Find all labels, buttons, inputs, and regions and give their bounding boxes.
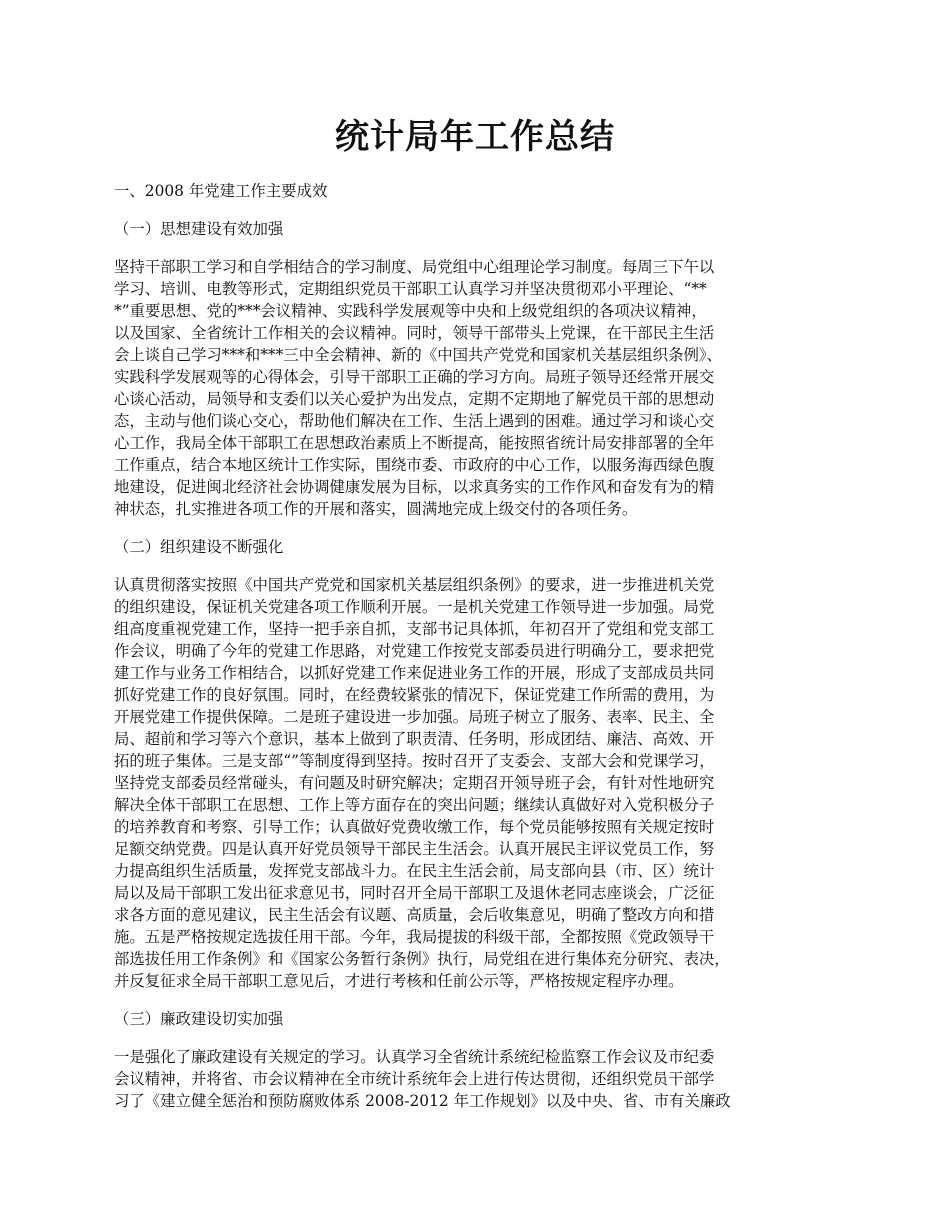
text-line: 实践科学发展观等的心得体会，引导干部职工正确的学习方向。局班子领导还经常开展交	[114, 368, 715, 386]
text-line: 工作重点，结合本地区统计工作实际，围绕市委、市政府的中心工作，以服务海西绿色腹	[114, 456, 715, 474]
text-line: 心工作，我局全体干部职工在思想政治素质上不断提高，能按照省统计局安排部署的全年	[114, 434, 715, 452]
text-line: 并反复征求全局干部职工意见后，才进行考核和任前公示等，严格按规定程序办理。	[114, 972, 684, 990]
text-line: 会上谈自己学习***和***三中全会精神、新的《中国共产党党和国家机关基层组织条例》、	[114, 346, 722, 364]
subsection-heading-organization: （二）组织建设不断强化	[114, 538, 284, 556]
text-line: 会议精神，并将省、市会议精神在全市统计系统年会上进行传达贯彻，还组织党员干部学	[114, 1070, 715, 1088]
text-line: 局、超前和学习等六个意识，基本上做到了职责清、任务明，形成团结、廉洁、高效、开	[114, 730, 715, 748]
paragraph-organization	[114, 574, 842, 992]
text-line: 作会议，明确了今年的党建工作思路，对党建工作按党支部委员进行明确分工，要求把党	[114, 642, 715, 660]
text-line: 足额交纳党费。四是认真开好党员领导干部民主生活会。认真开展民主评议党员工作，努	[114, 840, 715, 858]
document-title: 统计局年工作总结	[335, 117, 615, 157]
text-line: 局以及局干部职工发出征求意见书，同时召开全局干部职工及退休老同志座谈会，广泛征	[114, 884, 715, 902]
text-line: 的组织建设，保证机关党建各项工作顺利开展。一是机关党建工作领导进一步加强。局党	[114, 598, 715, 616]
paragraph-integrity	[114, 1046, 842, 1112]
text-line: 开展党建工作提供保障。二是班子建设进一步加强。局班子树立了服务、表率、民主、全	[114, 708, 715, 726]
subsection-heading-ideology: （一）思想建设有效加强	[114, 220, 284, 238]
text-line: 神状态，扎实推进各项工作的开展和落实，圆满地完成上级交付的各项任务。	[114, 500, 638, 518]
text-line: 建工作与业务工作相结合，以抓好党建工作来促进业务工作的开展，形成了支部成员共同	[114, 664, 715, 682]
text-line: 求各方面的意见建议，民主生活会有议题、高质量，会后收集意见，明确了整改方向和措	[114, 906, 715, 924]
text-line: 坚持党支部委员经常碰头，有问题及时研究解决；定期召开领导班子会，有针对性地研究	[114, 774, 715, 792]
subsection-heading-integrity: （三）廉政建设切实加强	[114, 1010, 284, 1028]
text-line: 组高度重视党建工作，坚持一把手亲自抓，支部书记具体抓，年初召开了党组和党支部工	[114, 620, 715, 638]
text-line: 心谈心活动，局领导和支委们以关心爱护为出发点，定期不定期地了解党员干部的思想动	[114, 390, 715, 408]
text-line: 以及国家、全省统计工作相关的会议精神。同时，领导干部带头上党课，在干部民主生活	[114, 324, 715, 342]
text-line: *”重要思想、党的***会议精神、实践科学发展观等中央和上级党组织的各项决议精神，	[114, 302, 707, 320]
text-line: 抓好党建工作的良好氛围。同时，在经费较紧张的情况下，保证党建工作所需的费用，为	[114, 686, 715, 704]
text-line: 习了《建立健全惩治和预防腐败体系 2008-2012 年工作规划》以及中央、省、市有关廉政	[114, 1092, 731, 1110]
paragraph-ideology	[114, 256, 842, 520]
text-line: 态，主动与他们谈心交心，帮助他们解决在工作、生活上遇到的困难。通过学习和谈心交	[114, 412, 715, 430]
text-line: 解决全体干部职工在思想、工作上等方面存在的突出问题；继续认真做好对入党积极分子	[114, 796, 715, 814]
section-heading-main: 一、2008 年党建工作主要成效	[114, 182, 328, 200]
text-line: 学习、培训、电教等形式，定期组织党员干部职工认真学习并坚决贯彻邓小平理论、“**	[114, 280, 707, 298]
text-line: 的培养教育和考察、引导工作；认真做好党费收缴工作，每个党员能够按照有关规定按时	[114, 818, 715, 836]
text-line: 地建设，促进闽北经济社会协调健康发展为目标，以求真务实的工作作风和奋发有为的精	[114, 478, 715, 496]
text-line: 施。五是严格按规定选拔任用干部。今年，我局提拔的科级干部，全都按照《党政领导干	[114, 928, 715, 946]
text-line: 认真贯彻落实按照《中国共产党党和国家机关基层组织条例》的要求，进一步推进机关党	[114, 576, 715, 594]
text-line: 一是强化了廉政建设有关规定的学习。认真学习全省统计系统纪检监察工作会议及市纪委	[114, 1048, 715, 1066]
text-line: 部选拔任用工作条例》和《国家公务暂行条例》执行，局党组在进行集体充分研究、表决，	[114, 950, 730, 968]
text-line: 坚持干部职工学习和自学相结合的学习制度、局党组中心组理论学习制度。每周三下午以	[114, 258, 715, 276]
text-line: 力提高组织生活质量，发挥党支部战斗力。在民主生活会前，局支部向县（市、区）统计	[114, 862, 715, 880]
document-body	[114, 180, 842, 1128]
text-line: 拓的班子集体。三是支部“”等制度得到坚持。按时召开了支委会、支部大会和党课学习，	[114, 752, 715, 770]
